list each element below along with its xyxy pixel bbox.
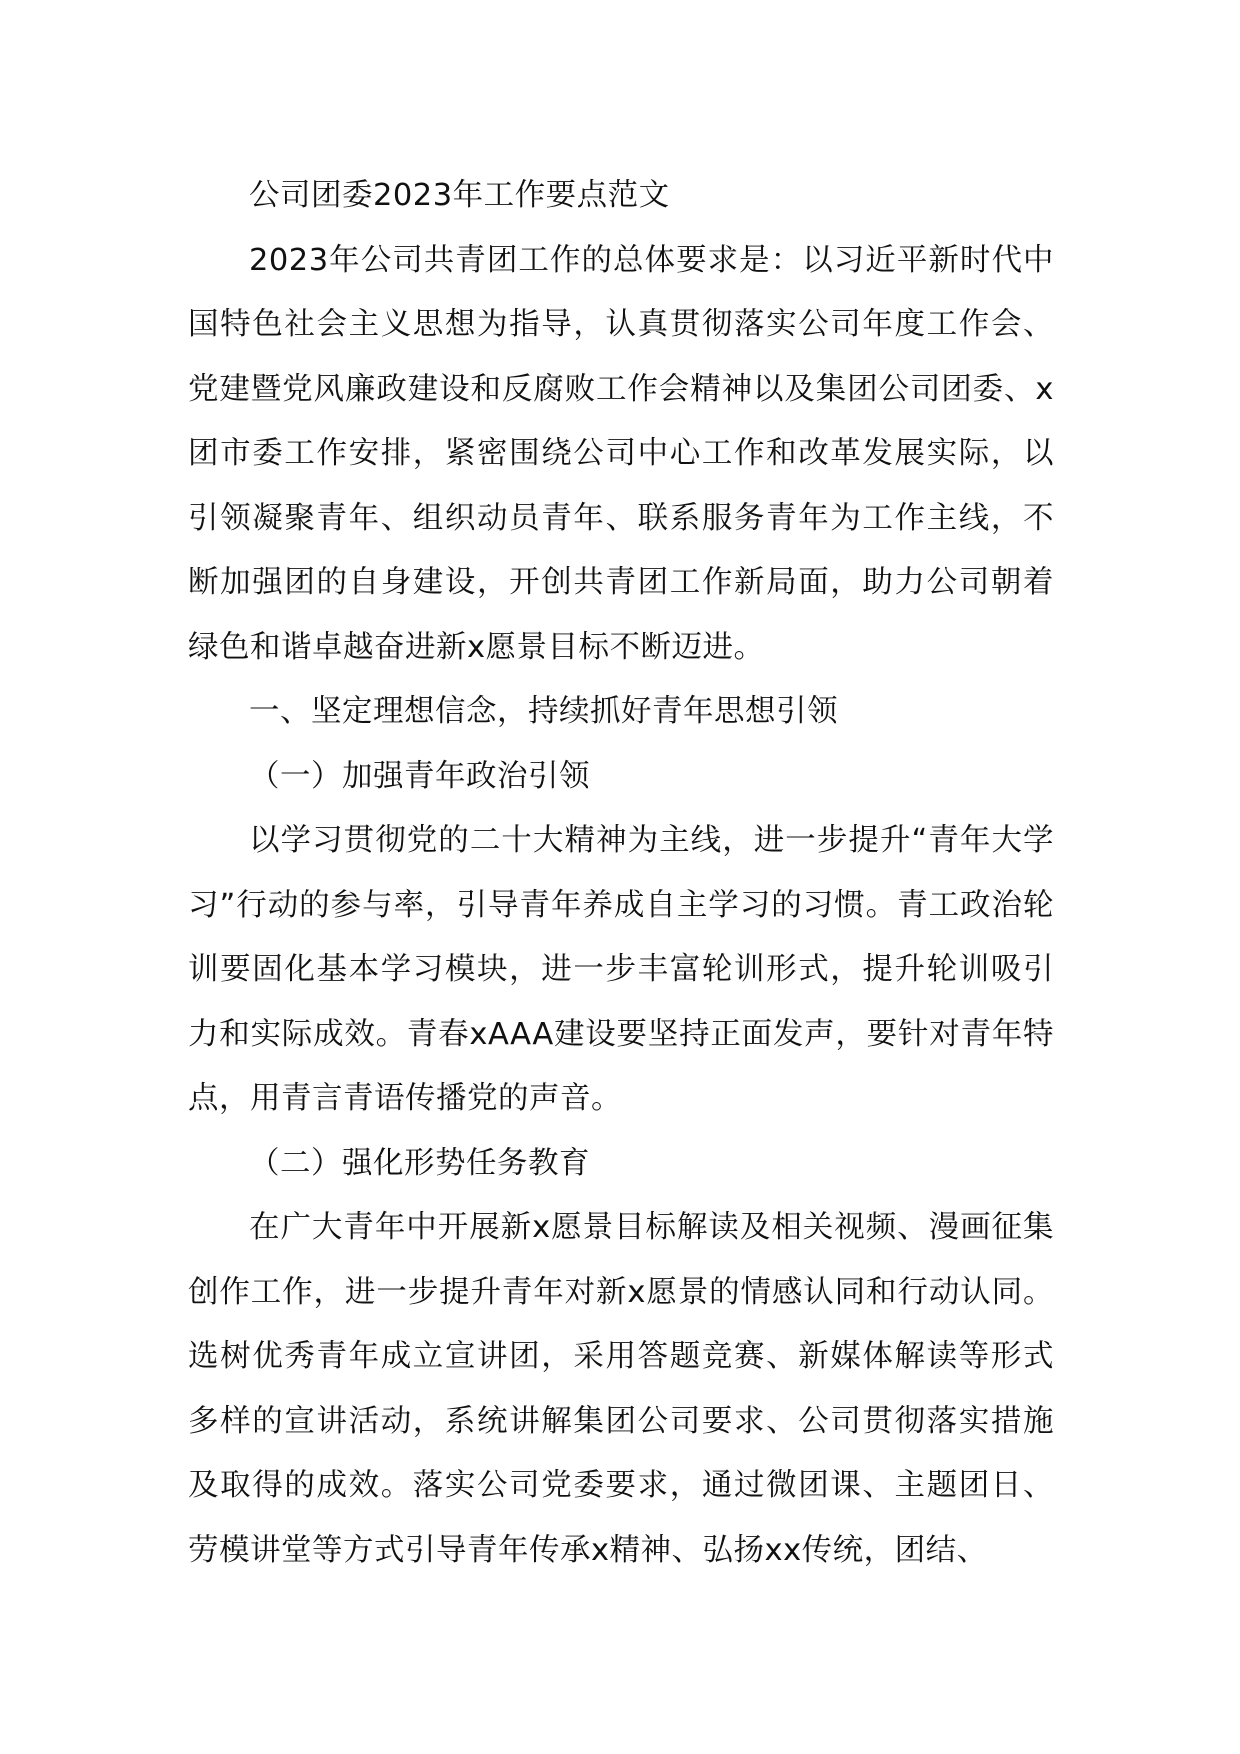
body-paragraph-2: 在广大青年中开展新x愿景目标解读及相关视频、漫画征集创作工作，进一步提升青年对新x愿景的情感认同和行动认同。选树优秀青年成立宣讲团，采用答题竞赛、新媒体解读等形式多样的宣讲活动，系统讲解集团公司要求、公司贯彻落实措施及取得的成效。落实公司党委要求，通过微团课、主题团日、劳模讲堂等方式引导青年传承x精神、弘扬xx传统，团结、 [188, 1210, 1054, 1568]
intro-paragraph: 2023年公司共青团工作的总体要求是：以习近平新时代中国特色社会主义思想为指导，认真贯彻落实公司年度工作会、党建暨党风廉政建设和反腐败工作会精神以及集团公司团委、x团市委工作安排，紧密围绕公司中心工作和改革发展实际，以引领凝聚青年、组织动员青年、联系服务青年为工作主线，不断加强团的自身建设，开创共青团工作新局面，助力公司朝着绿色和谐卓越奋进新x愿景目标不断迈进。 [188, 242, 1054, 665]
section-heading-1: 一、坚定理想信念，持续抓好青年思想引领 [249, 694, 838, 729]
subsection-heading-2: （二）强化形势任务教育 [249, 1145, 590, 1181]
subsection-heading-1: （一）加强青年政治引领 [249, 758, 590, 794]
document-body [188, 164, 1054, 1583]
body-paragraph-1: 以学习贯彻党的二十大精神为主线，进一步提升“青年大学习”行动的参与率，引导青年养成自主学习的习惯。青工政治轮训要固化基本学习模块，进一步丰富轮训形式，提升轮训吸引力和实际成效。青春xAAA建设要坚持正面发声，要针对青年特点，用青言青语传播党的声音。 [188, 823, 1054, 1116]
document-title: 公司团委2023年工作要点范文 [249, 178, 670, 213]
